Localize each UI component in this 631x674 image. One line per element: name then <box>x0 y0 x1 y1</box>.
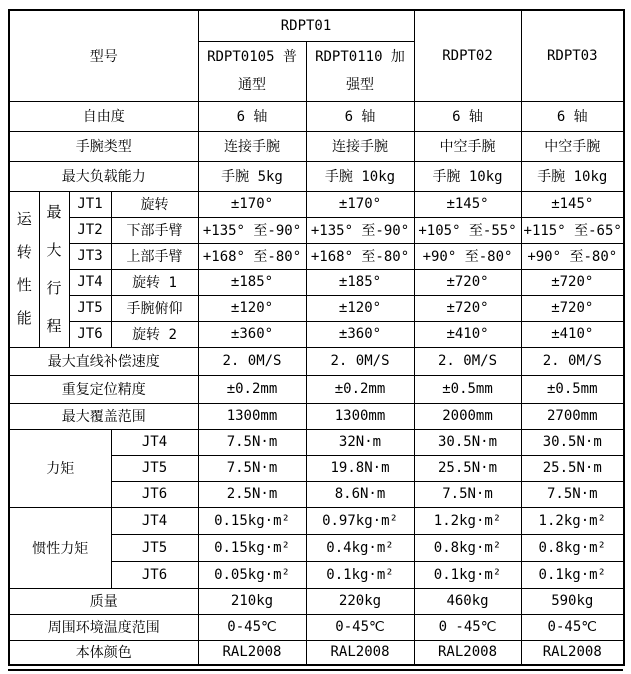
max-reach-value: 2000mm <box>414 403 521 429</box>
joint-id: JT3 <box>69 243 111 269</box>
model-rdpt03-cell: RDPT03 <box>521 10 624 101</box>
table-row <box>9 588 624 614</box>
inertia-value: 1.2kg·m² <box>414 507 521 534</box>
joint-id: JT4 <box>111 429 198 455</box>
series-group-cell: RDPT01 <box>198 10 414 41</box>
body-color-value: RAL2008 <box>414 640 521 665</box>
torque-value: 7.5N·m <box>521 481 624 507</box>
inertia-value: 1.2kg·m² <box>521 507 624 534</box>
max-reach-value: 1300mm <box>198 403 306 429</box>
cutoff-next-row-border <box>8 669 623 671</box>
joint-name: 下部手臂 <box>111 217 198 243</box>
freedom-value: 6 轴 <box>306 101 414 131</box>
joint-id: JT1 <box>69 191 111 217</box>
model-rdpt02-cell: RDPT02 <box>414 10 521 101</box>
table-row <box>9 640 624 665</box>
inertia-value: 0.8kg·m² <box>414 534 521 561</box>
mass-value: 590kg <box>521 588 624 614</box>
joint-name: 旋转 1 <box>111 269 198 295</box>
max-reach-label: 最大覆盖范围 <box>9 403 198 429</box>
freedom-value: 6 轴 <box>414 101 521 131</box>
joint-range-value: ±720° <box>414 295 521 321</box>
joint-range-value: ±720° <box>521 295 624 321</box>
joint-range-value: ±720° <box>414 269 521 295</box>
table-row <box>9 295 624 321</box>
wrist-type-value: 连接手腕 <box>198 131 306 161</box>
joint-id: JT6 <box>111 561 198 588</box>
joint-range-value: ±185° <box>198 269 306 295</box>
wrist-type-value: 中空手腕 <box>414 131 521 161</box>
joint-id: JT6 <box>69 321 111 347</box>
wrist-type-value: 中空手腕 <box>521 131 624 161</box>
joint-range-value: +168° 至-80° <box>198 243 306 269</box>
joint-range-value: +168° 至-80° <box>306 243 414 269</box>
body-color-value: RAL2008 <box>198 640 306 665</box>
joint-id: JT5 <box>111 534 198 561</box>
joint-name: 旋转 <box>111 191 198 217</box>
max-linear-speed-value: 2. 0M/S <box>306 347 414 375</box>
table-row <box>9 269 624 295</box>
joint-range-value: ±145° <box>414 191 521 217</box>
inertia-value: 0.4kg·m² <box>306 534 414 561</box>
table-row <box>9 347 624 375</box>
torque-value: 8.6N·m <box>306 481 414 507</box>
joint-id: JT5 <box>111 455 198 481</box>
torque-value: 30.5N·m <box>414 429 521 455</box>
torque-value: 2.5N·m <box>198 481 306 507</box>
joint-id: JT4 <box>111 507 198 534</box>
ambient-temp-value: 0-45℃ <box>521 614 624 640</box>
mass-value: 220kg <box>306 588 414 614</box>
inertia-value: 0.1kg·m² <box>306 561 414 588</box>
wrist-type-value: 连接手腕 <box>306 131 414 161</box>
joint-range-value: +115° 至-65° <box>521 217 624 243</box>
freedom-value: 6 轴 <box>521 101 624 131</box>
torque-value: 25.5N·m <box>521 455 624 481</box>
joint-name: 上部手臂 <box>111 243 198 269</box>
max-linear-speed-value: 2. 0M/S <box>414 347 521 375</box>
joint-range-value: ±170° <box>306 191 414 217</box>
max-linear-speed-value: 2. 0M/S <box>198 347 306 375</box>
inertia-value: 0.97kg·m² <box>306 507 414 534</box>
ambient-temp-label: 周围环境温度范围 <box>9 614 198 640</box>
variant-enhanced-cell: RDPT0110 加强型 <box>306 41 414 101</box>
table-row <box>9 161 624 191</box>
joint-name: 旋转 2 <box>111 321 198 347</box>
inertia-value: 0.8kg·m² <box>521 534 624 561</box>
repeatability-value: ±0.2mm <box>306 375 414 403</box>
max-reach-value: 2700mm <box>521 403 624 429</box>
torque-value: 25.5N·m <box>414 455 521 481</box>
max-payload-value: 手腕 10kg <box>521 161 624 191</box>
ambient-temp-value: 0 -45℃ <box>414 614 521 640</box>
torque-label: 力矩 <box>9 429 111 507</box>
inertia-value: 0.1kg·m² <box>414 561 521 588</box>
joint-range-value: ±410° <box>414 321 521 347</box>
max-payload-label: 最大负载能力 <box>9 161 198 191</box>
joint-range-value: ±185° <box>306 269 414 295</box>
table-row <box>9 217 624 243</box>
table-row <box>9 243 624 269</box>
inertia-value: 0.15kg·m² <box>198 507 306 534</box>
table-row <box>9 10 624 41</box>
table-row <box>9 403 624 429</box>
torque-value: 32N·m <box>306 429 414 455</box>
max-payload-value: 手腕 5kg <box>198 161 306 191</box>
max-linear-speed-label: 最大直线补偿速度 <box>9 347 198 375</box>
max-linear-speed-value: 2. 0M/S <box>521 347 624 375</box>
wrist-type-label: 手腕类型 <box>9 131 198 161</box>
joint-range-value: +135° 至-90° <box>306 217 414 243</box>
torque-value: 19.8N·m <box>306 455 414 481</box>
variant-normal-cell: RDPT0105 普通型 <box>198 41 306 101</box>
joint-range-value: ±360° <box>198 321 306 347</box>
joint-range-value: ±410° <box>521 321 624 347</box>
joint-name: 手腕俯仰 <box>111 295 198 321</box>
joint-range-value: +135° 至-90° <box>198 217 306 243</box>
joint-range-value: +90° 至-80° <box>414 243 521 269</box>
torque-value: 7.5N·m <box>198 455 306 481</box>
joint-range-value: ±170° <box>198 191 306 217</box>
joint-range-value: +105° 至-55° <box>414 217 521 243</box>
table-row <box>9 191 624 217</box>
joint-range-value: ±360° <box>306 321 414 347</box>
max-reach-value: 1300mm <box>306 403 414 429</box>
repeatability-label: 重复定位精度 <box>9 375 198 403</box>
mass-value: 460kg <box>414 588 521 614</box>
joint-range-value: ±120° <box>306 295 414 321</box>
joint-id: JT2 <box>69 217 111 243</box>
joint-range-value: ±120° <box>198 295 306 321</box>
body-color-value: RAL2008 <box>306 640 414 665</box>
motion-group-label: 运转性能 <box>9 191 39 347</box>
joint-id: JT4 <box>69 269 111 295</box>
mass-label: 质量 <box>9 588 198 614</box>
torque-value: 30.5N·m <box>521 429 624 455</box>
table-row <box>9 614 624 640</box>
robot-spec-table <box>8 9 625 666</box>
inertia-value: 0.1kg·m² <box>521 561 624 588</box>
body-color-label: 本体颜色 <box>9 640 198 665</box>
torque-value: 7.5N·m <box>414 481 521 507</box>
table-row <box>9 321 624 347</box>
table-row <box>9 507 624 534</box>
freedom-label: 自由度 <box>9 101 198 131</box>
joint-range-value: ±720° <box>521 269 624 295</box>
repeatability-value: ±0.5mm <box>521 375 624 403</box>
repeatability-value: ±0.5mm <box>414 375 521 403</box>
table-row <box>9 375 624 403</box>
joint-range-value: +90° 至-80° <box>521 243 624 269</box>
inertia-value: 0.05kg·m² <box>198 561 306 588</box>
mass-value: 210kg <box>198 588 306 614</box>
max-payload-value: 手腕 10kg <box>414 161 521 191</box>
ambient-temp-value: 0-45℃ <box>306 614 414 640</box>
torque-value: 7.5N·m <box>198 429 306 455</box>
inertia-label: 惯性力矩 <box>9 507 111 588</box>
inertia-value: 0.15kg·m² <box>198 534 306 561</box>
table-row <box>9 429 624 455</box>
max-payload-value: 手腕 10kg <box>306 161 414 191</box>
table-row <box>9 131 624 161</box>
joint-range-value: ±145° <box>521 191 624 217</box>
joint-id: JT6 <box>111 481 198 507</box>
joint-id: JT5 <box>69 295 111 321</box>
repeatability-value: ±0.2mm <box>198 375 306 403</box>
model-header-label: 型号 <box>9 10 198 101</box>
ambient-temp-value: 0-45℃ <box>198 614 306 640</box>
table-row <box>9 101 624 131</box>
body-color-value: RAL2008 <box>521 640 624 665</box>
freedom-value: 6 轴 <box>198 101 306 131</box>
motion-range-label: 最大行程 <box>39 191 69 347</box>
